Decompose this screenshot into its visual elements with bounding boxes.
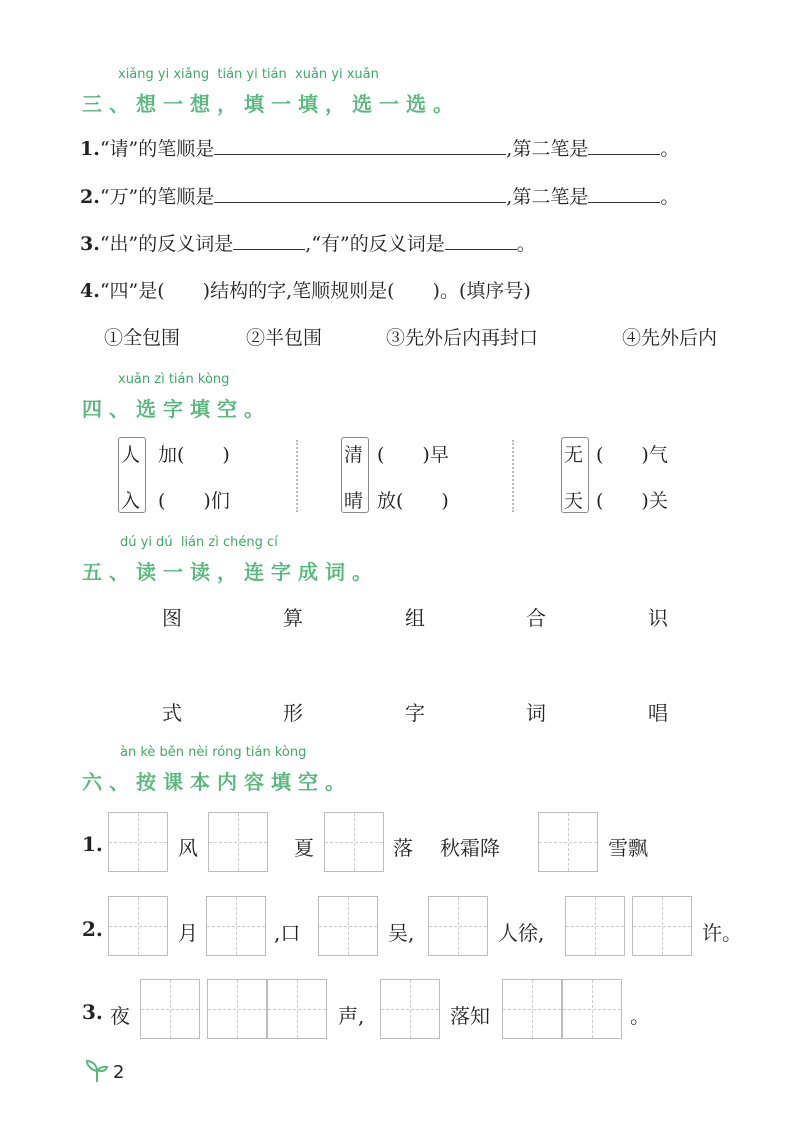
char-ru: 入: [121, 490, 141, 512]
writing-grid-box[interactable]: [324, 812, 384, 872]
q4-number: 4.: [80, 280, 100, 302]
line1-text: 秋霜降: [440, 836, 500, 860]
q1-end: 。: [660, 138, 680, 160]
question-2: [80, 182, 679, 209]
char-wu: 无: [564, 444, 584, 466]
line3-text: 夜: [110, 1004, 130, 1028]
group1-line1: 加( ): [158, 444, 230, 466]
section4-pinyin: xuǎn zì tián kòng: [118, 372, 230, 387]
q3-antonym-blank-1[interactable]: [233, 231, 305, 250]
section5-heading: 五、读一读，连字成词。: [82, 560, 379, 584]
connect-char-top[interactable]: 合: [526, 606, 546, 630]
connect-char-bottom[interactable]: 式: [162, 701, 182, 725]
q1-second-stroke-label: ,第二笔是: [506, 138, 589, 160]
section3-heading: 三、想一想，填一填，选一选。: [82, 92, 460, 116]
connect-char-top[interactable]: 算: [283, 606, 303, 630]
line2-text: 人徐,: [498, 921, 545, 945]
q3-number: 3.: [80, 233, 100, 255]
option-4: ④先外后内: [622, 327, 718, 349]
char-tian: 天: [564, 490, 584, 512]
q3-prompt: “出”的反义词是: [99, 233, 234, 255]
connect-char-top[interactable]: 识: [648, 606, 668, 630]
writing-grid-box[interactable]: [108, 896, 168, 956]
section4-heading: 四、选字填空。: [82, 397, 271, 421]
line2-text: 月: [178, 921, 198, 945]
writing-grid-box[interactable]: [380, 979, 440, 1039]
connect-char-bottom[interactable]: 词: [526, 701, 546, 725]
char-ren: 人: [121, 444, 141, 466]
writing-grid-box[interactable]: [318, 896, 378, 956]
line1-text: 风: [178, 836, 198, 860]
writing-grid-box[interactable]: [207, 979, 267, 1039]
page-number: 2: [113, 1062, 125, 1083]
connect-char-bottom[interactable]: 字: [405, 701, 425, 725]
section3-pinyin: xiǎng yi xiǎng tián yi tián xuǎn yi xuǎn: [118, 67, 379, 82]
group2-line1: ( )早: [377, 444, 449, 466]
q2-second-stroke-label: ,第二笔是: [506, 186, 589, 208]
question-3: [80, 229, 536, 256]
writing-grid-box[interactable]: [502, 979, 562, 1039]
writing-grid-box[interactable]: [428, 896, 488, 956]
fill-line-3-number: 3.: [82, 1000, 103, 1024]
fill-line-1-number: 1.: [82, 832, 103, 856]
q2-number: 2.: [80, 186, 100, 208]
connect-char-bottom[interactable]: 形: [283, 701, 303, 725]
q1-second-stroke-blank[interactable]: [588, 136, 660, 155]
fill-line-2-number: 2.: [82, 917, 103, 941]
q2-second-stroke-blank[interactable]: [588, 184, 660, 203]
q2-end: 。: [660, 186, 680, 208]
group3-line1: ( )气: [596, 444, 668, 466]
section5-pinyin: dú yi dú lián zì chéng cí: [120, 535, 278, 550]
section6-heading: 六、按课本内容填空。: [82, 770, 352, 794]
option-2: ②半包围: [246, 327, 323, 349]
writing-grid-box[interactable]: [632, 896, 692, 956]
writing-grid-box[interactable]: [267, 979, 327, 1039]
writing-grid-box[interactable]: [206, 896, 266, 956]
connect-char-top[interactable]: 组: [405, 606, 425, 630]
line2-text: ,口: [274, 921, 301, 945]
q2-answer-blank[interactable]: [214, 184, 506, 203]
option-3: ③先外后内再封口: [386, 327, 539, 349]
line1-text: 夏: [294, 836, 314, 860]
divider: [296, 440, 299, 512]
line3-text: 声,: [338, 1004, 365, 1028]
q3-mid: ,“有”的反义词是: [305, 233, 445, 255]
line1-text: 雪飘: [608, 836, 648, 860]
divider: [512, 440, 515, 512]
writing-grid-box[interactable]: [565, 896, 625, 956]
q1-prompt: “请”的笔顺是: [99, 138, 215, 160]
group3-line2: ( )关: [596, 490, 668, 512]
question-1: [80, 134, 679, 161]
line2-text: 吴,: [388, 921, 415, 945]
q1-answer-blank[interactable]: [214, 136, 506, 155]
question-4: [80, 276, 531, 303]
q2-prompt: “万”的笔顺是: [99, 186, 215, 208]
writing-grid-box[interactable]: [108, 812, 168, 872]
writing-grid-box[interactable]: [208, 812, 268, 872]
option-1: ①全包围: [104, 327, 181, 349]
writing-grid-box[interactable]: [538, 812, 598, 872]
line2-text: 许。: [702, 921, 742, 945]
q3-end: 。: [516, 233, 536, 255]
section6-pinyin: àn kè běn nèi róng tián kòng: [120, 745, 307, 760]
group2-line2: 放( ): [377, 490, 449, 512]
connect-char-top[interactable]: 图: [162, 606, 182, 630]
writing-grid-box[interactable]: [140, 979, 200, 1039]
line1-text: 落: [393, 836, 413, 860]
q4-text: “四”是( )结构的字,笔顺规则是( )。(填序号): [99, 280, 531, 302]
line3-text: 落知: [450, 1004, 490, 1028]
connect-char-bottom[interactable]: 唱: [648, 701, 668, 725]
char-qing1: 清: [344, 444, 364, 466]
q3-antonym-blank-2[interactable]: [445, 231, 517, 250]
group1-line2: ( )们: [158, 490, 230, 512]
line3-text: 。: [630, 1004, 650, 1028]
writing-grid-box[interactable]: [562, 979, 622, 1039]
sprout-icon: [84, 1058, 110, 1088]
char-qing2: 晴: [344, 490, 364, 512]
q1-number: 1.: [80, 138, 100, 160]
